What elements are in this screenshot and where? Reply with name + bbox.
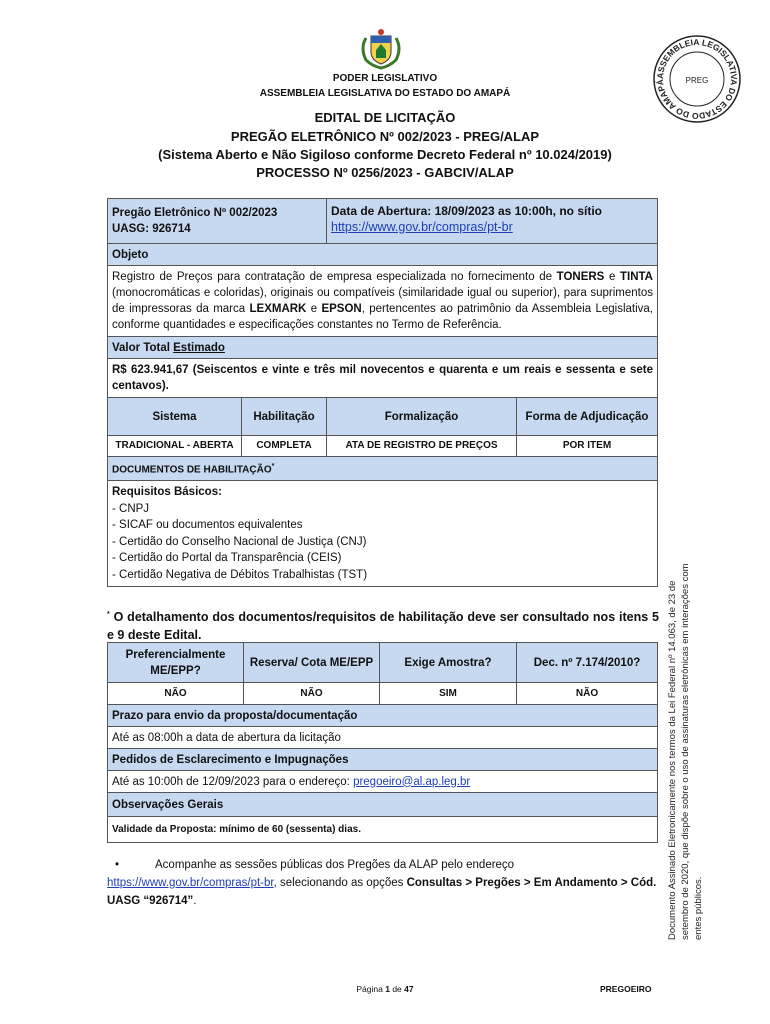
title-line-3: (Sistema Aberto e Não Sigiloso conforme Decreto Federal nº 10.024/2019) [158,147,612,162]
pregoeiro-email-link[interactable]: pregoeiro@al.ap.leg.br [353,775,471,788]
docs-mark: * [271,463,275,470]
docs-label-text: DOCUMENTOS DE HABILITAÇÃO [112,464,272,476]
requisito-item: - SICAF ou documentos equivalentes [112,519,303,532]
page-current: 1 [385,984,390,994]
abertura-cell [327,199,658,244]
cell-sistema: TRADICIONAL - ABERTA [108,436,242,457]
valor-label-text: Valor Total [112,341,174,354]
requisito-item: - CNPJ [112,502,150,515]
objeto-part: e [604,271,620,283]
bullet-text-2: , selecionando as opções [273,877,407,889]
page-total: 47 [404,984,414,994]
objeto-text [108,266,658,337]
requisitos-title: Requisitos Básicos: [112,486,222,499]
pedidos-cell [108,771,658,793]
bullet-text-3: . [193,895,197,907]
compras-link[interactable]: https://www.gov.br/compras/pt-br [331,220,513,234]
col-preferencial: Preferencialmente ME/EPP? [108,643,244,683]
requisito-item: - Certidão do Conselho Nacional de Justiça (CNJ) [112,535,367,548]
pedidos-text: Até as 10:00h de 12/09/2023 para o endereço: [112,775,354,788]
cell-reserva: NÃO [244,683,380,705]
col-formalizacao: Formalização [327,398,517,436]
objeto-bold: EPSON [321,303,362,315]
uasg-code: UASG: 926714 [112,223,191,235]
pedidos-label: Pedidos de Esclarecimento e Impugnações [108,749,658,771]
valor-text: R$ 623.941,67 (Seiscentos e vinte e três mil novecentos e quarenta e um reais e sessenta e sete centavos). [108,359,658,398]
bullet-bold: Consultas > Pregões > Em Andamento > Cód. UASG “926714” [107,877,657,907]
col-adjudicacao: Forma de Adjudicação [517,398,658,436]
prazo-text: Até as 08:00h a data de abertura da licitação [108,727,658,749]
prazo-label: Prazo para envio da proposta/documentação [108,705,658,727]
obs-text: Validade da Proposta: mínimo de 60 (sessenta) dias. [108,817,658,843]
cell-formalizacao: ATA DE REGISTRO DE PREÇOS [327,436,517,457]
objeto-part: (monocromáticas e coloridas), originais ou compatíveis (similaridade igual ou superior), para suprimentos de impressoras da marca [112,287,654,315]
stamp-center-text: PREG [685,76,709,85]
objeto-bold: LEXMARK [249,303,307,315]
habilitacao-note [107,606,659,644]
footer-role: PREGOEIRO [600,984,652,994]
coat-of-arms-icon [358,26,404,72]
cell-habilitacao: COMPLETA [242,436,327,457]
col-decreto: Dec. nº 7.174/2010? [517,643,658,683]
valor-label [108,337,658,359]
docs-label [108,457,658,481]
header-line-1: PODER LEGISLATIVO [332,73,438,84]
cell-amostra: SIM [380,683,517,705]
page-mid: de [389,984,405,994]
objeto-bold: TONERS [556,271,605,283]
pregao-cell [108,199,327,244]
abertura-date: Data de Abertura: 18/09/2023 as 10:00h, no sítio [331,204,603,218]
note-mark: * [107,611,110,618]
bullet-text: Acompanhe as sessões públicas dos Pregões da ALAP pelo endereço [155,859,515,871]
note-text: O detalhamento dos documentos/requisitos de habilitação deve ser consultado nos itens 5 e 9 deste Edital. [107,610,659,643]
pregao-number: Pregão Eletrônico Nº 002/2023 [112,207,278,219]
objeto-bold: TINTA [619,271,653,283]
cell-adjudicacao: POR ITEM [517,436,658,457]
title-line-4: PROCESSO Nº 0256/2023 - GABCIV/ALAP [256,165,514,180]
sessions-paragraph [107,856,659,910]
col-reserva: Reserva/ Cota ME/EPP [244,643,380,683]
signature-side-note: Documento Assinado Eletronicamente nos termos da Lei Federal nº 14.063, de 23 de setembro de 2020, que dispõe sobre o uso de assinaturas eletrônicas em interações com entes públicos. [667,563,704,940]
cell-preferencial: NÃO [108,683,244,705]
col-habilitacao: Habilitação [242,398,327,436]
page-number [0,984,770,994]
compras-link-2[interactable]: https://www.gov.br/compras/pt-br [107,877,274,889]
requisito-item: - Certidão Negativa de Débitos Trabalhistas (TST) [112,568,368,581]
valor-label-underlined: Estimado [173,341,225,354]
objeto-part: Registro de Preços para contratação de empresa especializada no fornecimento de [112,271,557,283]
objeto-part: e [306,303,322,315]
title-line-1: EDITAL DE LICITAÇÃO [314,110,456,125]
title-line-2: PREGÃO ELETRÔNICO Nº 002/2023 - PREG/ALAP [230,129,540,144]
objeto-label: Objeto [108,244,658,266]
obs-label: Observações Gerais [108,793,658,817]
bid-summary-table [107,198,658,587]
requisito-item: - Certidão do Portal da Transparência (CEIS) [112,552,342,565]
cell-decreto: NÃO [517,683,658,705]
col-sistema: Sistema [108,398,242,436]
conditions-table [107,642,658,843]
col-amostra: Exige Amostra? [380,643,517,683]
objeto-part: , pertencentes ao patrimônio da Assembleia Legislativa, conforme quantidades e especificações constantes no Termo de Referência. [112,303,653,331]
stamp-ring-text: ASSEMBLEIA LEGISLATIVA DO ESTADO DO AMAPÁ [654,36,740,122]
header-line-2: ASSEMBLEIA LEGISLATIVA DO ESTADO DO AMAPÁ [259,88,511,99]
requisitos-cell [108,481,658,587]
page-prefix: Página [356,984,386,994]
bullet-icon: • [115,859,120,871]
